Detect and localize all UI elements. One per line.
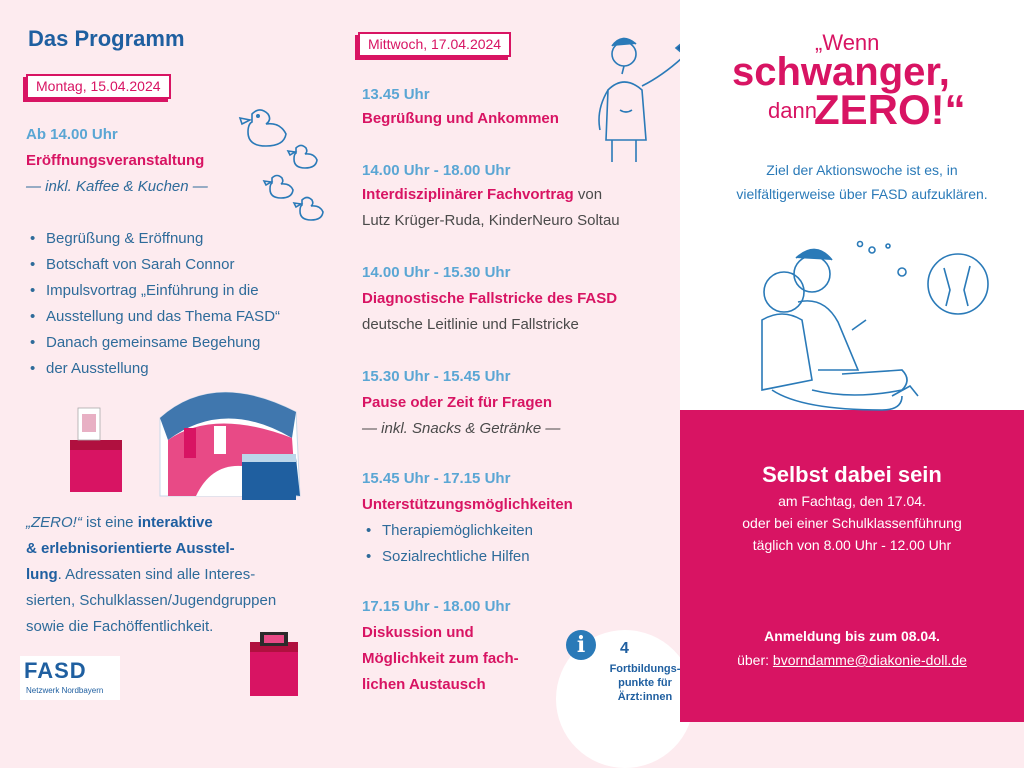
wed-item-6-title-line-2: Möglichkeit zum fach- — [362, 650, 519, 667]
monday-time: Ab 14.00 Uhr — [26, 126, 118, 143]
wed-item-2-time: 14.00 Uhr - 18.00 Uhr — [362, 162, 511, 179]
program-title: Das Programm — [28, 26, 185, 51]
badge-number: 4 — [620, 640, 629, 657]
desc-line: sierten, Schulklassen/Jugendgruppen — [26, 592, 277, 609]
wed-item-3-title: Diagnostische Fallstricke des FASD — [362, 290, 618, 307]
desc-line: „ZERO!“ ist eine interaktive — [26, 514, 213, 531]
wed-item-5-time: 15.45 Uhr - 17.15 Uhr — [362, 470, 511, 487]
wed-item-3-time: 14.00 Uhr - 15.30 Uhr — [362, 264, 511, 281]
wed-item-1-time: 13.45 Uhr — [362, 86, 430, 103]
wed-item-2-sub: Lutz Krüger-Ruda, KinderNeuro Soltau — [362, 212, 620, 229]
registration-block — [680, 624, 1024, 672]
cta-title: Selbst dabei sein — [762, 462, 942, 487]
ducks-illustration — [234, 104, 328, 226]
cta-block — [680, 460, 1024, 556]
monday-event-note: — inkl. Kaffee & Kuchen — — [26, 178, 208, 195]
date-tag-monday: Montag, 15.04.2024 — [26, 74, 171, 99]
email-link[interactable]: bvorndamme@diakonie-doll.de — [772, 652, 967, 668]
date-tag-wednesday: Mittwoch, 17.04.2024 — [358, 32, 511, 57]
list-item-continued: • der Ausstellung — [26, 356, 280, 382]
cta-line: am Fachtag, den 17.04. — [778, 493, 926, 509]
wed-item-4-title: Pause oder Zeit für Fragen — [362, 394, 553, 411]
wed-item-5-bullets — [362, 518, 533, 570]
wed-item-3-sub: deutsche Leitlinie und Fallstricke — [362, 316, 579, 333]
info-icon: i — [566, 630, 596, 660]
list-item: • Begrüßung & Eröffnung — [26, 226, 280, 252]
wed-item-6-title-line-3: lichen Austausch — [362, 676, 486, 693]
desc-line: sowie die Fachöffentlichkeit. — [26, 618, 214, 635]
desc-line: & erlebnisorientierte Ausstel- — [26, 540, 235, 557]
list-item: • Botschaft von Sarah Connor — [26, 252, 280, 278]
wed-item-6-title-line-1: Diskussion und — [362, 624, 474, 641]
registration-email-line: über: bvorndamme@diakonie-doll.de — [737, 652, 967, 668]
cta-line: oder bei einer Schulklassenführung — [742, 515, 962, 531]
list-item: • Danach gemeinsame Begehung — [26, 330, 280, 356]
list-item: • Therapiemöglichkeiten — [362, 518, 533, 544]
slogan-part-1: „Wenn — [815, 30, 880, 55]
logo-text: FASD — [24, 658, 87, 683]
monday-bullet-list — [26, 226, 280, 382]
cta-panel — [680, 410, 1024, 722]
cta-line: täglich von 8.00 Uhr - 12.00 Uhr — [752, 537, 952, 553]
wed-item-2-title-line: Interdisziplinärer Fachvortrag von — [362, 186, 603, 203]
list-item: • Impulsvortrag „Einführung in die — [26, 278, 280, 304]
desc-line: lung. Adressaten sind alle Interes- — [26, 566, 256, 583]
monday-event: Eröffnungsveranstaltung — [26, 152, 205, 169]
pedestal-illustration — [246, 628, 302, 698]
fasd-logo — [20, 656, 120, 700]
couple-illustration — [712, 240, 992, 440]
exhibition-description — [26, 510, 276, 640]
cme-points-badge — [556, 630, 694, 722]
registration-deadline: Anmeldung bis zum 08.04. — [764, 628, 940, 644]
slogan-part-2: schwanger, — [732, 50, 950, 94]
wed-item-1-title: Begrüßung und Ankommen — [362, 110, 559, 127]
intro-text: Ziel der Aktionswoche ist es, in vielfältigerweise über FASD aufzuklären. — [736, 162, 988, 202]
slogan-part-3: dann — [768, 98, 817, 123]
badge-text: Fortbildungs- punkte für Ärzt:innen — [609, 663, 681, 703]
exhibition-dome-illustration — [64, 378, 314, 502]
wed-item-6-time: 17.15 Uhr - 18.00 Uhr — [362, 598, 511, 615]
wed-item-4-note: — inkl. Snacks & Getränke — — [362, 420, 561, 437]
list-item-continued: • Ausstellung und das Thema FASD“ — [26, 304, 280, 330]
logo-subtitle: Netzwerk Nordbayern — [26, 686, 104, 695]
list-item: • Sozialrechtliche Hilfen — [362, 544, 533, 570]
slogan-part-4: ZERO!“ — [814, 86, 966, 133]
wed-item-5-title: Unterstützungsmöglichkeiten — [362, 496, 573, 513]
wed-item-4-time: 15.30 Uhr - 15.45 Uhr — [362, 368, 511, 385]
